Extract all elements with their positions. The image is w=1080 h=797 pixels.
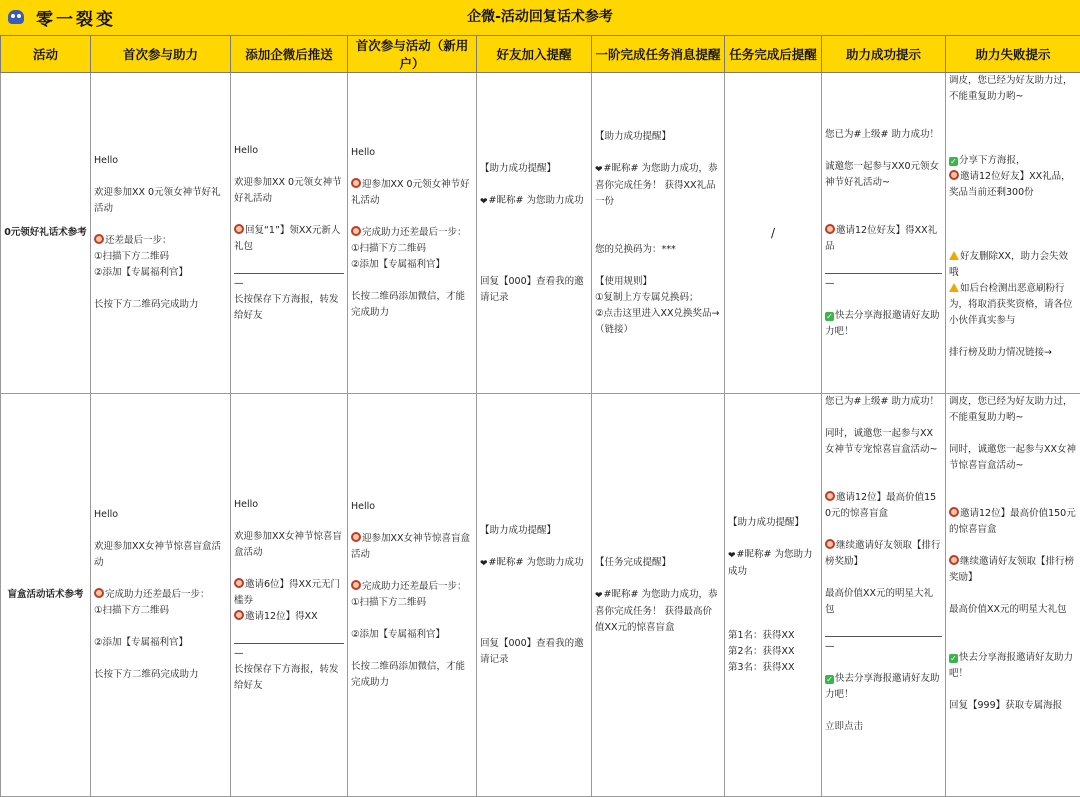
cell-text-line: 长按保存下方海报，转发给好友 (234, 662, 344, 694)
cell-first-help (91, 73, 231, 394)
cell-text-line: — (234, 646, 344, 662)
header-row (1, 36, 1080, 73)
cell-text-line: Hello (351, 145, 473, 161)
cell-stage-complete (592, 73, 725, 394)
cell-text-line: 最高价值XX元的明星大礼包 (825, 586, 942, 618)
cell-text-line: 邀请12位】得XX (234, 609, 344, 625)
cell-text-line: ❤#昵称# 为您助力成功 (480, 555, 588, 572)
cell-help-success (822, 73, 946, 394)
cell-friend-join (477, 394, 592, 797)
cell-text-line: 调皮，您已经为好友助力过，不能重复助力哟~ (949, 73, 1077, 105)
ring-icon (351, 178, 361, 188)
cell-text-line: 立即点击 (825, 719, 942, 735)
document-title: 企微-活动回复话术参考 (0, 0, 1080, 35)
cell-text-line: ②添加【专属福利官】 (351, 627, 473, 643)
row-label: 0元领好礼话术参考 (1, 73, 91, 394)
col-header-after-add: 添加企微后推送 (231, 36, 348, 73)
ring-icon (949, 507, 959, 517)
cell-text-line: 【任务完成提醒】 (595, 555, 721, 571)
divider (825, 273, 942, 274)
cell-task-complete (725, 394, 822, 797)
heart-icon: ❤ (595, 162, 603, 178)
cell-text-line: ②添加【专属福利官】 (351, 257, 473, 273)
col-header-help-success: 助力成功提示 (822, 36, 946, 73)
cell-text-line: 您已为#上级# 助力成功！ (825, 127, 942, 143)
cell-text-line: 回复【999】获取专属海报 (949, 698, 1077, 714)
cell-text-line: 长按下方二维码完成助力 (94, 667, 227, 683)
cell-text-line: 迎参加XX 0元领女神节好礼活动 (351, 177, 473, 209)
cell-first-join (348, 394, 477, 797)
cell-text-line: 如后台检测出恶意刷粉行为，将取消获奖资格，请各位小伙伴真实参与 (949, 281, 1077, 329)
col-header-stage-complete: 一阶完成任务消息提醒 (592, 36, 725, 73)
cell-text-line: 邀请6位】得XX元无门槛券 (234, 577, 344, 609)
cell-text-line: — (234, 276, 344, 292)
cell-text-line: 【助力成功提醒】 (480, 523, 588, 539)
cell-text-line: 长按保存下方海报，转发给好友 (234, 292, 344, 324)
col-header-first-help: 首次参与助力 (91, 36, 231, 73)
cell-text-line: 邀请12位】最高价值150元的惊喜盲盒 (825, 490, 942, 522)
cell-after-add (231, 394, 348, 797)
col-header-activity: 活动 (1, 36, 91, 73)
cell-after-add (231, 73, 348, 394)
col-header-task-complete: 任务完成后提醒 (725, 36, 822, 73)
cell-text-line: Hello (234, 143, 344, 159)
cell-text-line: — (825, 276, 942, 292)
cell-text-line: 欢迎参加XX女神节惊喜盲盒活动 (94, 539, 227, 571)
cell-text-line: ①复制上方专属兑换码； (595, 290, 721, 306)
ring-icon (351, 532, 361, 542)
cell-text-line: 邀请12位】最高价值150元的惊喜盲盒 (949, 506, 1077, 538)
brand-name: 零一裂变 (36, 5, 116, 30)
heart-icon: ❤ (480, 194, 488, 210)
cell-text-line: 完成助力还差最后一步： (351, 225, 473, 241)
cell-text-line: 同时，诚邀您一起参与XX女神节专宠惊喜盲盒活动~ (825, 426, 942, 458)
cell-text-line: 欢迎参加XX 0元领女神节好礼活动 (94, 185, 227, 217)
cell-first-join (348, 73, 477, 394)
check-icon: ✓ (949, 654, 958, 663)
cell-text-line: ✓ 快去分享海报邀请好友助力吧！ (949, 650, 1077, 682)
cell-friend-join (477, 73, 592, 394)
title-bar (0, 0, 1080, 36)
cell-text-line: 长按二维码添加微信，才能完成助力 (351, 659, 473, 691)
cell-text-line: ❤#昵称# 为您助力成功，恭喜你完成任务！ 获得XX礼品一份 (595, 161, 721, 210)
cell-text-line: 调皮，您已经为好友助力过，不能重复助力哟~ (949, 394, 1077, 426)
cell-text-line: — (825, 639, 942, 655)
cell-text-line: ②添加【专属福利官】 (94, 635, 227, 651)
cell-text-line: 还差最后一步： (94, 233, 227, 249)
cell-text-line: 欢迎参加XX女神节惊喜盲盒活动 (234, 529, 344, 561)
cell-text-line: ②点击这里进入XX兑换奖品→（链接） (595, 306, 721, 338)
cell-text-line: ①扫描下方二维码 (94, 249, 227, 265)
cell-help-success (822, 394, 946, 797)
cell-text-line: 回复“1”】领XX元新人礼包 (234, 223, 344, 255)
heart-icon: ❤ (728, 548, 736, 564)
cell-text-line: 完成助力还差最后一步： (94, 587, 227, 603)
ring-icon (234, 224, 244, 234)
cell-stage-complete (592, 394, 725, 797)
cell-text-line: 第3名：获得XX (728, 660, 818, 676)
cell-text-line: 回复【000】查看我的邀请记录 (480, 274, 588, 306)
table-row (1, 394, 1080, 797)
cell-text-line: 完成助力还差最后一步： (351, 579, 473, 595)
ring-icon (351, 226, 361, 236)
col-header-first-join: 首次参与活动（新用户） (348, 36, 477, 73)
ring-icon (234, 578, 244, 588)
cell-text-line: 最高价值XX元的明星大礼包 (949, 602, 1077, 618)
cell-text-line: Hello (94, 153, 227, 169)
col-header-help-fail: 助力失败提示 (946, 36, 1080, 73)
cell-text-line: 【使用规则】 (595, 274, 721, 290)
cell-text-line: 【助力成功提醒】 (480, 161, 588, 177)
cell-text-line: 【助力成功提醒】 (595, 129, 721, 145)
cell-text-line: ❤#昵称# 为您助力成功，恭喜你完成任务！ 获得最高价值XX元的惊喜盲盒 (595, 587, 721, 636)
check-icon: ✓ (825, 312, 834, 321)
ring-icon (949, 555, 959, 565)
cell-text-line: 迎参加XX女神节惊喜盲盒活动 (351, 531, 473, 563)
cell-help-fail (946, 73, 1080, 394)
cell-text-line: 继续邀请好友领取【排行榜奖励】 (949, 554, 1077, 586)
row-label: 盲盒活动话术参考 (1, 394, 91, 797)
divider (825, 636, 942, 637)
warning-icon (949, 283, 959, 292)
cell-text-line: 邀请12位好友】XX礼品，奖品当前还剩300份 (949, 169, 1077, 201)
cell-text-line: 您已为#上级# 助力成功！ (825, 394, 942, 410)
cell-text-line: 长按下方二维码完成助力 (94, 297, 227, 313)
cell-text-line: 第2名：获得XX (728, 644, 818, 660)
cell-text-line: 第1名：获得XX (728, 628, 818, 644)
cell-text-line: 诚邀您一起参与XX0元领女神节好礼活动~ (825, 159, 942, 191)
script-reference-table (0, 35, 1080, 797)
cell-text-line: 长按二维码添加微信，才能完成助力 (351, 289, 473, 321)
cell-text-line: Hello (94, 507, 227, 523)
cell-task-complete (725, 73, 822, 394)
cell-text-line: 您的兑换码为：*** (595, 242, 721, 258)
cell-text-line: ②添加【专属福利官】 (94, 265, 227, 281)
warning-icon (949, 251, 959, 260)
cell-text-line: 欢迎参加XX 0元领女神节好礼活动 (234, 175, 344, 207)
col-header-friend-join: 好友加入提醒 (477, 36, 592, 73)
cell-text-line: 同时，诚邀您一起参与XX女神节惊喜盲盒活动~ (949, 442, 1077, 474)
ring-icon (94, 588, 104, 598)
cell-text-line: 【助力成功提醒】 (728, 515, 818, 531)
cell-text-line: ✓ 分享下方海报， (949, 153, 1077, 169)
cell-text-line: 邀请12位好友】得XX礼品 (825, 223, 942, 255)
cell-text-line: ✓ 快去分享海报邀请好友助力吧！ (825, 671, 942, 703)
check-icon: ✓ (949, 157, 958, 166)
cell-text-line: Hello (234, 497, 344, 513)
heart-icon: ❤ (595, 588, 603, 604)
cell-text-line: Hello (351, 499, 473, 515)
cell-text-line: 回复【000】查看我的邀请记录 (480, 636, 588, 668)
ring-icon (825, 224, 835, 234)
heart-icon: ❤ (480, 556, 488, 572)
cell-first-help (91, 394, 231, 797)
cell-text-line: 好友删除XX，助力会失效哦 (949, 249, 1077, 281)
cell-text-line: ①扫描下方二维码 (351, 241, 473, 257)
cell-text-line: 继续邀请好友领取【排行榜奖励】 (825, 538, 942, 570)
cell-help-fail (946, 394, 1080, 797)
divider (234, 643, 344, 644)
ring-icon (234, 610, 244, 620)
cell-text-line: ❤#昵称# 为您助力成功 (728, 547, 818, 580)
cell-text-line: ✓ 快去分享海报邀请好友助力吧！ (825, 308, 942, 340)
cell-text-line: 排行榜及助力情况链接→ (949, 345, 1077, 361)
divider (234, 273, 344, 274)
table-row (1, 73, 1080, 394)
cell-text-line: ①扫描下方二维码 (94, 603, 227, 619)
cell-text-line: ①扫描下方二维码 (351, 595, 473, 611)
ring-icon (351, 580, 361, 590)
cell-text-line: ❤#昵称# 为您助力成功 (480, 193, 588, 210)
ring-icon (94, 234, 104, 244)
ring-icon (825, 539, 835, 549)
check-icon: ✓ (825, 675, 834, 684)
ring-icon (825, 491, 835, 501)
cell-text-line: / (728, 225, 818, 241)
ring-icon (949, 170, 959, 180)
